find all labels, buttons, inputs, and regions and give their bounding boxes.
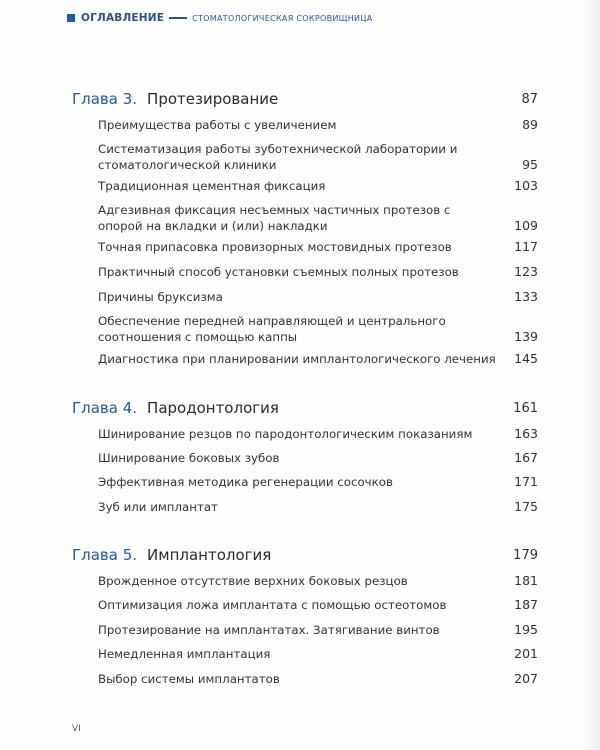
chapter-page: 87 xyxy=(521,91,538,107)
toc-entry-page: 187 xyxy=(514,597,538,612)
toc-entry[interactable] xyxy=(98,141,538,173)
toc-entry-title: Систематизация работы зуботехнической лаборатории и стоматологической клиники xyxy=(98,142,458,172)
toc-entry-page: 95 xyxy=(522,157,538,172)
toc-entry-title: Немедленная имплантация xyxy=(98,647,271,661)
toc-entry-title: Зуб или имплантат xyxy=(98,500,218,514)
toc-entry[interactable] xyxy=(98,117,538,133)
toc-entry-page: 109 xyxy=(514,218,538,233)
toc-entry[interactable] xyxy=(98,202,538,234)
chapter-heading[interactable] xyxy=(72,88,538,110)
toc-entry-title: Шинирование резцов по пародонтологическим показаниям xyxy=(98,427,473,441)
toc-entry[interactable] xyxy=(98,450,538,466)
toc-entry-page: 89 xyxy=(522,117,538,132)
chapter-heading[interactable] xyxy=(72,544,538,566)
toc-entry-page: 201 xyxy=(514,646,538,661)
chapter-label: Глава 4. xyxy=(72,399,138,417)
toc-entry-title: Диагностика при планировании имплантологического лечения xyxy=(98,352,496,366)
chapter-label: Глава 3. xyxy=(72,90,138,108)
toc-entry-title: Адгезивная фиксация несъемных частичных протезов с опорой на вкладки и (или) накладки xyxy=(98,203,451,233)
toc-entry[interactable] xyxy=(98,313,538,345)
toc-entry-title: Выбор системы имплантатов xyxy=(98,672,280,686)
toc-entry[interactable] xyxy=(98,671,538,687)
toc-entry-page: 133 xyxy=(514,289,538,304)
toc-entry-page: 167 xyxy=(514,450,538,465)
toc-entry[interactable] xyxy=(98,597,538,613)
toc-entry-title: Точная припасовка провизорных мостовидных протезов xyxy=(98,240,452,254)
toc-entry-page: 175 xyxy=(514,499,538,514)
toc-entry-title: Традиционная цементная фиксация xyxy=(98,179,326,193)
toc-entry-page: 123 xyxy=(514,264,538,279)
chapter-page: 161 xyxy=(513,400,538,416)
toc-entry[interactable] xyxy=(98,646,538,662)
chapter-name: Протезирование xyxy=(147,90,279,108)
toc-entry-title: Эффективная методика регенерации сосочков xyxy=(98,475,393,489)
page-number: VI xyxy=(72,724,81,734)
toc-entry-title: Протезирование на имплантатах. Затягивание винтов xyxy=(98,623,440,637)
toc-entry-title: Преимущества работы с увеличением xyxy=(98,118,337,132)
toc-entry[interactable] xyxy=(98,622,538,638)
toc-entry-page: 117 xyxy=(514,239,538,254)
header-rule xyxy=(169,17,187,19)
chapter-name: Пародонтология xyxy=(147,399,279,417)
toc-entry[interactable] xyxy=(98,474,538,490)
toc-entry-title: Практичный способ установки съемных полных протезов xyxy=(98,265,459,279)
toc-entry-title: Причины бруксизма xyxy=(98,290,223,304)
toc-entry-page: 145 xyxy=(514,351,538,366)
toc-entry-page: 181 xyxy=(514,573,538,588)
toc-entry[interactable] xyxy=(98,289,538,305)
chapter-label: Глава 5. xyxy=(72,546,138,564)
toc-entry-title: Оптимизация ложа имплантата с помощью остеотомов xyxy=(98,598,447,612)
toc-entry-title: Шинирование боковых зубов xyxy=(98,451,280,465)
toc-entry[interactable] xyxy=(98,178,538,194)
header-section-title: ОГЛАВЛЕНИЕ xyxy=(81,12,165,24)
toc-entry[interactable] xyxy=(98,426,538,442)
page-edge-shadow xyxy=(582,0,600,750)
toc-entry[interactable] xyxy=(98,351,538,367)
chapter-page: 179 xyxy=(513,547,538,563)
toc-entry[interactable] xyxy=(98,264,538,280)
toc-entry-title: Обеспечение передней направляющей и центрального соотношения с помощью каппы xyxy=(98,314,446,344)
toc-entry-page: 195 xyxy=(514,622,538,637)
chapter-heading[interactable] xyxy=(72,397,538,419)
toc-entry[interactable] xyxy=(98,239,538,255)
toc-entry-page: 163 xyxy=(514,426,538,441)
header-square-icon xyxy=(67,14,75,22)
toc-entry-page: 139 xyxy=(514,329,538,344)
toc-entry-page: 207 xyxy=(514,671,538,686)
toc-entry-title: Врожденное отсутствие верхних боковых резцов xyxy=(98,574,408,588)
running-header xyxy=(67,12,373,24)
toc-entry[interactable] xyxy=(98,499,538,515)
toc-entry-page: 171 xyxy=(514,474,538,489)
chapter-name: Имплантология xyxy=(147,546,272,564)
toc-entry-page: 103 xyxy=(514,178,538,193)
toc-entry[interactable] xyxy=(98,573,538,589)
header-book-title: СТОМАТОЛОГИЧЕСКАЯ СОКРОВИЩНИЦА xyxy=(192,13,373,23)
